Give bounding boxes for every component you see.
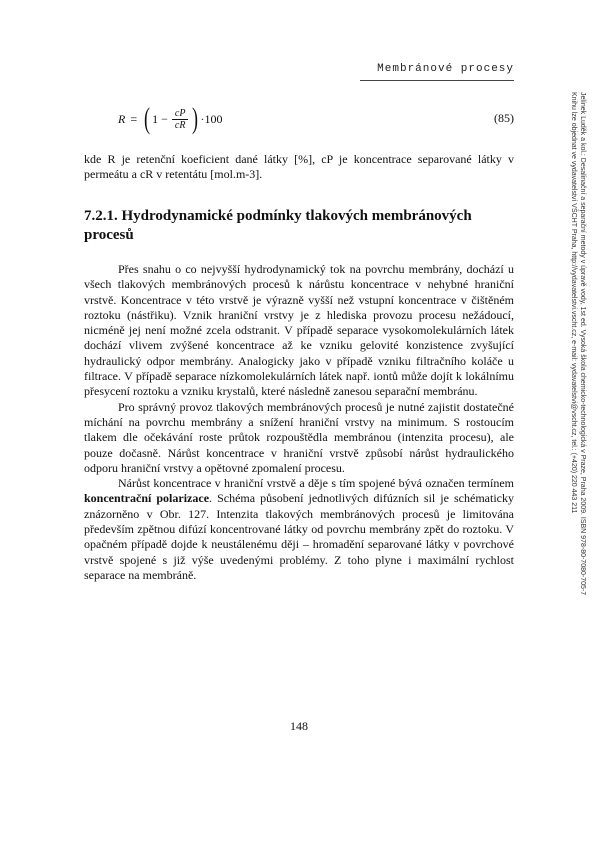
- paragraph-1: Přes snahu o co nejvyšší hydrodynamický tok na povrchu membrány, dochází u všech tlakových membránových procesů k nárůstu koncentrace v nehybné hraniční vrstvě. Koncentrace v této vrstvě je výrazně vyšší než vstupní koncentrace v čištěném roztoku (nástřiku). Vznik hraniční vrstvy je z hlediska provozu procesu nežádoucí, nicméně jej není možné zcela odstranit. V případě separace vysokomolekulárních látek dochází vlivem zvýšené koncentrace až ke vzniku gelovité konzistence zvyšující hydraulický odpor membrány. Analogicky jako v případě vzniku filtračního koláče u filtrace. V případě separace nízkomolekulárních látek např. iontů může dojít k lokálnímu přesycení roztoku a vzniku krystalů, které následně zanesou separační membránu.: [84, 262, 514, 399]
- header-rule: [360, 80, 514, 81]
- equation-number: (85): [494, 111, 514, 125]
- equation-denominator: cR: [174, 119, 186, 131]
- equation-times: ·100: [200, 111, 223, 126]
- citation-line-2: Knihu lze objednat ve vydavatelství VŠCHT Praha, http://vydavatelstvi.vscht.cz, e-mail: vydavatelstvi@vscht.cz, tel.: (+420) 220 443 211: [570, 92, 577, 514]
- paragraph-3-intro: Nárůst koncentrace v hraniční vrstvě a děje s tím spojené bývá označen termínem: [118, 476, 514, 491]
- paragraph-3: [84, 476, 514, 583]
- where-paragraph: kde R je retenční koeficient dané látky [%], cP je koncentrace separované látky v permeátu a cR v retentátu [mol.m-3].: [84, 152, 514, 182]
- side-citation: [569, 92, 587, 652]
- section-title: 7.2.1. Hydrodynamické podmínky tlakových membránových procesů: [84, 208, 472, 243]
- equation-body: [118, 101, 222, 137]
- equation-equals: =: [130, 111, 138, 126]
- equation-close-paren: ): [192, 102, 199, 135]
- running-header: Membránové procesy: [377, 63, 514, 75]
- page-number: 148: [290, 719, 308, 733]
- term-koncentracni-polarizace: koncentrační polarizace: [84, 491, 210, 506]
- equation-fraction: [172, 108, 189, 131]
- body-text: [84, 262, 514, 583]
- equation-one-minus: 1 −: [152, 111, 168, 126]
- equation-numerator: cP: [172, 108, 189, 120]
- equation-open-paren: (: [144, 102, 151, 135]
- equation-lhs: R: [118, 111, 126, 126]
- paragraph-3-rest: . Schéma působení jednotlivých difúzních sil je schématicky znázorněno v Obr. 127. Intenzita tlakových membránových procesů je limitována především zpětnou difúzí koncentrované látky od povrchu membrány zpět do roztoku. V opačném případě dojde k neustálenému ději – hromadění separované látky v povrchové vrstvě spojené s již výše uvedenými problémy. Z toho plyne i maximální rychlost separace na membráně.: [84, 491, 514, 582]
- paragraph-2: Pro správný provoz tlakových membránových procesů je nutné zajistit dostatečné míchání na povrchu membrány a snížení hraniční vrstvy na minimum. S rostoucím tlakem dle očekávání roste průtok rozpouštědla membránou (intenzita procesu), ale pouze dočasně. Nárůst koncentrace v hraniční vrstvě způsobí nárůst hydraulického odporu hraniční vrstvy a opětovné zpomalení procesu.: [84, 399, 514, 475]
- citation-line-1: Jelínek Luděk a kol.: Desalinační a separační metody v úpravě vody, 1st ed. Vysoká škola chemicko-technologická v Praze, Praha 2009. ISBN 978-80-7080-705-7: [579, 92, 586, 596]
- equation-85: [84, 101, 514, 137]
